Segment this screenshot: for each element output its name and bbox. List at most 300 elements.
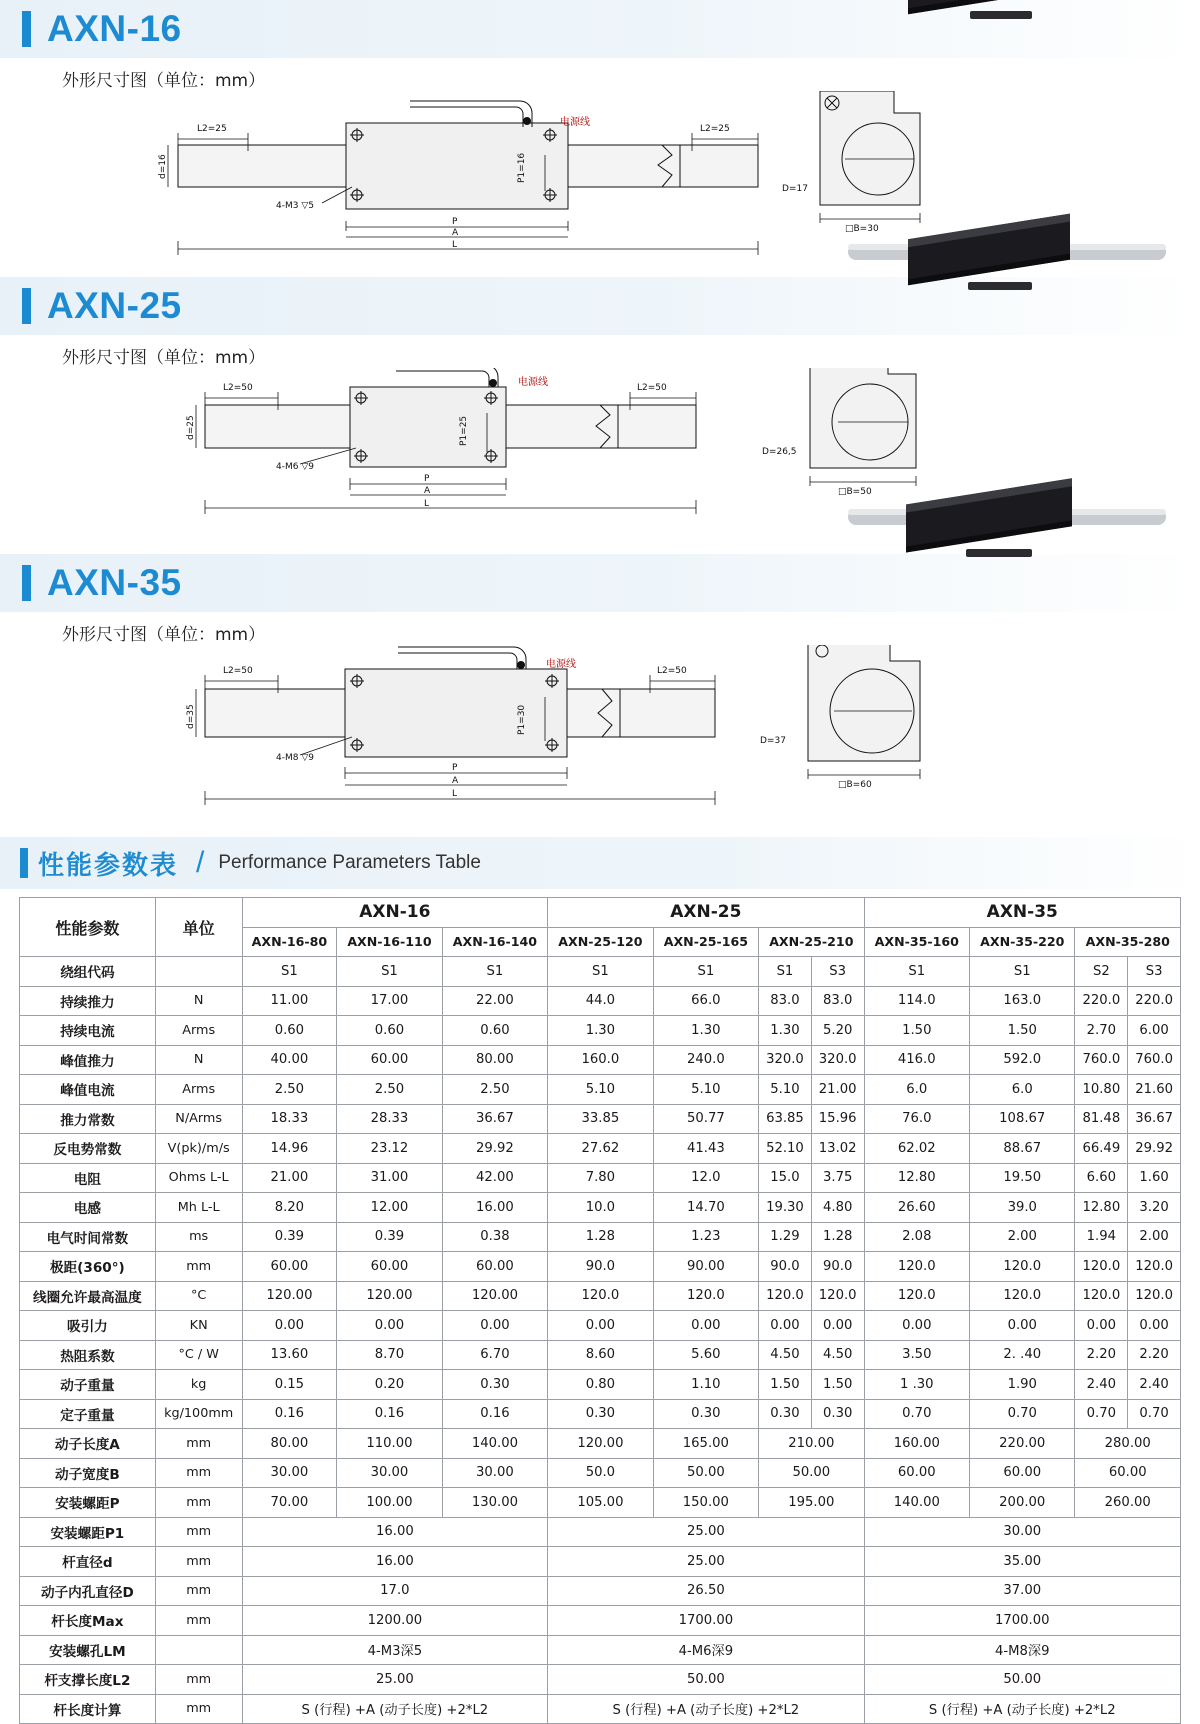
table-cell: 195.00 bbox=[759, 1488, 864, 1518]
svg-text:L2=50: L2=50 bbox=[657, 666, 687, 676]
table-cell: 83.0 bbox=[759, 986, 812, 1016]
row-label: 定子重量 bbox=[20, 1399, 156, 1429]
table-cell: 31.00 bbox=[337, 1163, 442, 1193]
table-cell: 21.00 bbox=[242, 1163, 337, 1193]
table-cell: 120.0 bbox=[1128, 1281, 1181, 1311]
table-cell: 160.0 bbox=[548, 1045, 653, 1075]
row-label: 线圈允许最高温度 bbox=[20, 1281, 156, 1311]
table-cell: 36.67 bbox=[442, 1104, 547, 1134]
header-model: AXN-25-165 bbox=[653, 927, 758, 957]
row-label: 安装螺距P bbox=[20, 1488, 156, 1518]
table-cell: S (行程) +A (动子长度) +2*L2 bbox=[548, 1694, 864, 1724]
table-cell: 0.60 bbox=[442, 1016, 547, 1046]
table-cell: 0.00 bbox=[653, 1311, 758, 1341]
table-row bbox=[20, 1606, 1181, 1636]
table-row bbox=[20, 1016, 1181, 1046]
section-subtitle: 外形尺寸图（单位：mm） bbox=[62, 71, 266, 91]
table-cell: 2.40 bbox=[1075, 1370, 1128, 1400]
svg-text:L2=25: L2=25 bbox=[700, 124, 730, 134]
row-unit: Arms bbox=[155, 1075, 242, 1105]
header-unit: 单位 bbox=[155, 898, 242, 957]
row-unit: Mh L-L bbox=[155, 1193, 242, 1223]
row-unit: mm bbox=[155, 1252, 242, 1282]
svg-text:L: L bbox=[452, 789, 458, 799]
table-cell: 120.00 bbox=[548, 1429, 653, 1459]
table-cell: 29.92 bbox=[442, 1134, 547, 1164]
table-cell: S1 bbox=[653, 957, 758, 987]
table-cell: 114.0 bbox=[864, 986, 969, 1016]
row-unit: kg bbox=[155, 1370, 242, 1400]
table-cell: 28.33 bbox=[337, 1104, 442, 1134]
table-cell: 1.30 bbox=[759, 1016, 812, 1046]
svg-text:电源线: 电源线 bbox=[518, 377, 548, 388]
table-cell: 10.80 bbox=[1075, 1075, 1128, 1105]
svg-text:4-M8 ▽9: 4-M8 ▽9 bbox=[276, 753, 314, 763]
table-cell: 7.80 bbox=[548, 1163, 653, 1193]
row-label: 杆长度Max bbox=[20, 1606, 156, 1636]
table-cell: S1 bbox=[759, 957, 812, 987]
svg-text:L2=50: L2=50 bbox=[637, 383, 667, 393]
table-cell: 120.0 bbox=[759, 1281, 812, 1311]
table-row bbox=[20, 1281, 1181, 1311]
section-title: AXN-35 bbox=[47, 562, 182, 603]
table-cell: 1.94 bbox=[1075, 1222, 1128, 1252]
table-cell: 3.75 bbox=[811, 1163, 864, 1193]
row-unit: V(pk)/m/s bbox=[155, 1134, 242, 1164]
table-cell: 5.20 bbox=[811, 1016, 864, 1046]
table-cell: S1 bbox=[242, 957, 337, 987]
svg-text:电源线: 电源线 bbox=[546, 659, 576, 670]
table-cell: 52.10 bbox=[759, 1134, 812, 1164]
table-cell: 240.0 bbox=[653, 1045, 758, 1075]
table-cell: 210.00 bbox=[759, 1429, 864, 1459]
product-photo-axn35 bbox=[840, 455, 1170, 575]
table-cell: 22.00 bbox=[442, 986, 547, 1016]
table-cell: 36.67 bbox=[1128, 1104, 1181, 1134]
table-cell: 1200.00 bbox=[242, 1606, 548, 1636]
table-cell: 1.23 bbox=[653, 1222, 758, 1252]
table-cell: 2. .40 bbox=[970, 1340, 1075, 1370]
table-cell: 2.20 bbox=[1128, 1340, 1181, 1370]
table-cell: S1 bbox=[970, 957, 1075, 987]
table-cell: 0.60 bbox=[242, 1016, 337, 1046]
table-cell: 120.00 bbox=[442, 1281, 547, 1311]
table-cell: 760.0 bbox=[1128, 1045, 1181, 1075]
table-cell: 30.00 bbox=[864, 1517, 1180, 1547]
table-cell: 160.00 bbox=[864, 1429, 969, 1459]
row-unit: N/Arms bbox=[155, 1104, 242, 1134]
table-row bbox=[20, 1488, 1181, 1518]
row-label: 杆支撑长度L2 bbox=[20, 1665, 156, 1695]
table-cell: 0.39 bbox=[337, 1222, 442, 1252]
table-cell: 60.00 bbox=[242, 1252, 337, 1282]
table-cell: 120.0 bbox=[1075, 1281, 1128, 1311]
header-group-axn35: AXN-35 bbox=[864, 898, 1180, 928]
section-subtitle: 外形尺寸图（单位：mm） bbox=[62, 348, 266, 368]
svg-text:P1=16: P1=16 bbox=[517, 152, 527, 183]
header-model: AXN-16-80 bbox=[242, 927, 337, 957]
table-cell: 4-M3深5 bbox=[242, 1635, 548, 1665]
table-cell: S (行程) +A (动子长度) +2*L2 bbox=[864, 1694, 1180, 1724]
row-unit: ms bbox=[155, 1222, 242, 1252]
table-cell: 60.00 bbox=[864, 1458, 969, 1488]
table-cell: 12.00 bbox=[337, 1193, 442, 1223]
section-title: AXN-25 bbox=[47, 285, 182, 326]
table-cell: 40.00 bbox=[242, 1045, 337, 1075]
table-row bbox=[20, 1104, 1181, 1134]
row-unit bbox=[155, 1635, 242, 1665]
table-cell: 60.00 bbox=[970, 1458, 1075, 1488]
table-row bbox=[20, 1370, 1181, 1400]
table-cell: 120.00 bbox=[337, 1281, 442, 1311]
table-cell: 0.00 bbox=[548, 1311, 653, 1341]
table-cell: 8.60 bbox=[548, 1340, 653, 1370]
table-cell: 29.92 bbox=[1128, 1134, 1181, 1164]
table-cell: 220.0 bbox=[1128, 986, 1181, 1016]
table-cell: 2.50 bbox=[442, 1075, 547, 1105]
svg-text:d=35: d=35 bbox=[186, 704, 196, 729]
table-cell: 1.60 bbox=[1128, 1163, 1181, 1193]
table-cell: 41.43 bbox=[653, 1134, 758, 1164]
row-unit: Ohms L-L bbox=[155, 1163, 242, 1193]
table-cell: 2.00 bbox=[1128, 1222, 1181, 1252]
row-label: 动子重量 bbox=[20, 1370, 156, 1400]
table-cell: 90.00 bbox=[653, 1252, 758, 1282]
table-cell: 12.0 bbox=[653, 1163, 758, 1193]
header-group-axn25: AXN-25 bbox=[548, 898, 864, 928]
table-body bbox=[20, 957, 1181, 1724]
table-cell: 1.50 bbox=[811, 1370, 864, 1400]
table-cell: 4.80 bbox=[811, 1193, 864, 1223]
table-cell: 0.16 bbox=[242, 1399, 337, 1429]
table-cell: 140.00 bbox=[442, 1429, 547, 1459]
table-cell: 13.60 bbox=[242, 1340, 337, 1370]
row-label: 峰值电流 bbox=[20, 1075, 156, 1105]
svg-text:P: P bbox=[452, 763, 458, 773]
table-cell: 15.96 bbox=[811, 1104, 864, 1134]
table-cell: 83.0 bbox=[811, 986, 864, 1016]
table-cell: 66.0 bbox=[653, 986, 758, 1016]
table-row bbox=[20, 1311, 1181, 1341]
table-cell: 108.67 bbox=[970, 1104, 1075, 1134]
table-cell: 110.00 bbox=[337, 1429, 442, 1459]
table-cell: 33.85 bbox=[548, 1104, 653, 1134]
svg-text:D=37: D=37 bbox=[760, 736, 786, 746]
table-cell: S1 bbox=[548, 957, 653, 987]
table-cell: 165.00 bbox=[653, 1429, 758, 1459]
table-cell: 1700.00 bbox=[864, 1606, 1180, 1636]
table-cell: 37.00 bbox=[864, 1576, 1180, 1606]
table-cell: 76.0 bbox=[864, 1104, 969, 1134]
table-cell: 4.50 bbox=[759, 1340, 812, 1370]
table-cell: 30.00 bbox=[442, 1458, 547, 1488]
table-cell: 220.0 bbox=[1075, 986, 1128, 1016]
table-cell: 1.50 bbox=[970, 1016, 1075, 1046]
table-cell: 0.00 bbox=[759, 1311, 812, 1341]
table-cell: 140.00 bbox=[864, 1488, 969, 1518]
row-unit bbox=[155, 957, 242, 987]
table-row bbox=[20, 1399, 1181, 1429]
table-cell: S1 bbox=[337, 957, 442, 987]
table-cell: 0.00 bbox=[337, 1311, 442, 1341]
accent-bar bbox=[20, 848, 28, 878]
table-row bbox=[20, 1075, 1181, 1105]
perf-title-cn: 性能参数表 bbox=[38, 849, 179, 880]
table-cell: 0.15 bbox=[242, 1370, 337, 1400]
row-unit: KN bbox=[155, 1311, 242, 1341]
row-label: 安装螺距P1 bbox=[20, 1517, 156, 1547]
table-cell: 120.00 bbox=[242, 1281, 337, 1311]
table-cell: 13.02 bbox=[811, 1134, 864, 1164]
row-label: 持续推力 bbox=[20, 986, 156, 1016]
row-label: 推力常数 bbox=[20, 1104, 156, 1134]
table-cell: 1 .30 bbox=[864, 1370, 969, 1400]
svg-text:L2=50: L2=50 bbox=[223, 383, 253, 393]
table-cell: 6.0 bbox=[864, 1075, 969, 1105]
row-unit: N bbox=[155, 986, 242, 1016]
table-cell: 5.60 bbox=[653, 1340, 758, 1370]
row-label: 动子宽度B bbox=[20, 1458, 156, 1488]
table-cell: 17.0 bbox=[242, 1576, 548, 1606]
table-row bbox=[20, 1163, 1181, 1193]
table-cell: 25.00 bbox=[548, 1547, 864, 1577]
table-cell: 1.50 bbox=[759, 1370, 812, 1400]
svg-text:d=16: d=16 bbox=[158, 154, 168, 179]
table-cell: 120.0 bbox=[811, 1281, 864, 1311]
performance-table-header bbox=[0, 837, 1200, 889]
table-row bbox=[20, 1134, 1181, 1164]
table-cell: 163.0 bbox=[970, 986, 1075, 1016]
table-cell: 50.0 bbox=[548, 1458, 653, 1488]
table-cell: 120.0 bbox=[1128, 1252, 1181, 1282]
table-cell: 1.29 bbox=[759, 1222, 812, 1252]
row-label: 持续电流 bbox=[20, 1016, 156, 1046]
row-label: 极距(360°) bbox=[20, 1252, 156, 1282]
table-row bbox=[20, 1458, 1181, 1488]
row-label: 峰值推力 bbox=[20, 1045, 156, 1075]
table-row bbox=[20, 986, 1181, 1016]
table-cell: 6.0 bbox=[970, 1075, 1075, 1105]
drawing-svg-axn35 bbox=[0, 645, 1200, 831]
table-row bbox=[20, 1576, 1181, 1606]
row-unit: mm bbox=[155, 1665, 242, 1695]
table-cell: 18.33 bbox=[242, 1104, 337, 1134]
table-cell: 11.00 bbox=[242, 986, 337, 1016]
table-row bbox=[20, 957, 1181, 987]
table-cell: 60.00 bbox=[1075, 1458, 1181, 1488]
table-cell: 30.00 bbox=[242, 1458, 337, 1488]
row-unit: mm bbox=[155, 1517, 242, 1547]
row-label: 安装螺孔LM bbox=[20, 1635, 156, 1665]
table-cell: 0.30 bbox=[653, 1399, 758, 1429]
table-cell: 0.30 bbox=[811, 1399, 864, 1429]
row-unit: °C bbox=[155, 1281, 242, 1311]
table-cell: 1.30 bbox=[548, 1016, 653, 1046]
table-cell: 14.96 bbox=[242, 1134, 337, 1164]
table-cell: 23.12 bbox=[337, 1134, 442, 1164]
table-cell: 3.50 bbox=[864, 1340, 969, 1370]
table-cell: 90.0 bbox=[759, 1252, 812, 1282]
table-cell: 25.00 bbox=[242, 1665, 548, 1695]
svg-text:P: P bbox=[424, 474, 430, 484]
row-unit: °C / W bbox=[155, 1340, 242, 1370]
row-label: 杆直径d bbox=[20, 1547, 156, 1577]
table-cell: 4-M8深9 bbox=[864, 1635, 1180, 1665]
table-cell: 50.00 bbox=[864, 1665, 1180, 1695]
table-cell: 90.0 bbox=[548, 1252, 653, 1282]
table-cell: 80.00 bbox=[242, 1429, 337, 1459]
header-model: AXN-35-160 bbox=[864, 927, 969, 957]
table-cell: 62.02 bbox=[864, 1134, 969, 1164]
svg-text:A: A bbox=[424, 486, 431, 496]
row-label: 反电势常数 bbox=[20, 1134, 156, 1164]
row-label: 杆长度计算 bbox=[20, 1694, 156, 1724]
header-model: AXN-25-120 bbox=[548, 927, 653, 957]
table-row bbox=[20, 1193, 1181, 1223]
row-label: 绕组代码 bbox=[20, 957, 156, 987]
table-cell: 6.00 bbox=[1128, 1016, 1181, 1046]
accent-bar bbox=[22, 565, 31, 601]
table-row bbox=[20, 1222, 1181, 1252]
svg-text:4-M3 ▽5: 4-M3 ▽5 bbox=[276, 201, 314, 211]
svg-text:L2=50: L2=50 bbox=[223, 666, 253, 676]
table-row bbox=[20, 1547, 1181, 1577]
table-cell: 30.00 bbox=[337, 1458, 442, 1488]
table-cell: 0.00 bbox=[1128, 1311, 1181, 1341]
svg-text:d=25: d=25 bbox=[186, 415, 196, 440]
svg-text:P1=30: P1=30 bbox=[517, 704, 527, 735]
table-cell: S2 bbox=[1075, 957, 1128, 987]
table-cell: 39.0 bbox=[970, 1193, 1075, 1223]
table-cell: 70.00 bbox=[242, 1488, 337, 1518]
table-cell: 0.00 bbox=[864, 1311, 969, 1341]
table-cell: 0.16 bbox=[442, 1399, 547, 1429]
table-cell: 4.50 bbox=[811, 1340, 864, 1370]
row-unit: mm bbox=[155, 1547, 242, 1577]
svg-text:D=17: D=17 bbox=[782, 184, 808, 194]
table-cell: 19.30 bbox=[759, 1193, 812, 1223]
svg-text:A: A bbox=[452, 228, 459, 238]
table-cell: 0.70 bbox=[970, 1399, 1075, 1429]
table-cell: 14.70 bbox=[653, 1193, 758, 1223]
row-unit: mm bbox=[155, 1488, 242, 1518]
table-cell: 320.0 bbox=[759, 1045, 812, 1075]
row-unit: N bbox=[155, 1045, 242, 1075]
table-cell: 8.70 bbox=[337, 1340, 442, 1370]
svg-text:L: L bbox=[424, 499, 430, 509]
table-cell: 1.90 bbox=[970, 1370, 1075, 1400]
header-param: 性能参数 bbox=[20, 898, 156, 957]
table-cell: 120.0 bbox=[1075, 1252, 1128, 1282]
table-row bbox=[20, 1429, 1181, 1459]
table-cell: S1 bbox=[864, 957, 969, 987]
svg-text:4-M6 ▽9: 4-M6 ▽9 bbox=[276, 462, 314, 472]
svg-text:L2=25: L2=25 bbox=[197, 124, 227, 134]
table-cell: 63.85 bbox=[759, 1104, 812, 1134]
table-cell: 1.10 bbox=[653, 1370, 758, 1400]
table-cell: 35.00 bbox=[864, 1547, 1180, 1577]
table-cell: 80.00 bbox=[442, 1045, 547, 1075]
table-cell: S (行程) +A (动子长度) +2*L2 bbox=[242, 1694, 548, 1724]
table-row bbox=[20, 1635, 1181, 1665]
table-header-row-groups bbox=[20, 898, 1181, 928]
table-cell: 592.0 bbox=[970, 1045, 1075, 1075]
table-cell: 12.80 bbox=[864, 1163, 969, 1193]
table-cell: 0.30 bbox=[442, 1370, 547, 1400]
table-cell: 5.10 bbox=[653, 1075, 758, 1105]
table-cell: S3 bbox=[811, 957, 864, 987]
table-cell: 0.00 bbox=[242, 1311, 337, 1341]
table-cell: 100.00 bbox=[337, 1488, 442, 1518]
table-cell: 0.30 bbox=[759, 1399, 812, 1429]
row-unit: mm bbox=[155, 1429, 242, 1459]
svg-text:□B=30: □B=30 bbox=[845, 224, 879, 234]
table-cell: 26.50 bbox=[548, 1576, 864, 1606]
table-cell: 416.0 bbox=[864, 1045, 969, 1075]
table-cell: 12.80 bbox=[1075, 1193, 1128, 1223]
table-cell: 17.00 bbox=[337, 986, 442, 1016]
table-row bbox=[20, 1045, 1181, 1075]
table-cell: 0.00 bbox=[442, 1311, 547, 1341]
row-unit: mm bbox=[155, 1694, 242, 1724]
table-cell: 0.60 bbox=[337, 1016, 442, 1046]
table-cell: 0.00 bbox=[1075, 1311, 1128, 1341]
row-label: 电阻 bbox=[20, 1163, 156, 1193]
table-cell: 2.20 bbox=[1075, 1340, 1128, 1370]
table-cell: 2.08 bbox=[864, 1222, 969, 1252]
row-label: 热阻系数 bbox=[20, 1340, 156, 1370]
table-cell: 2.70 bbox=[1075, 1016, 1128, 1046]
table-cell: 10.0 bbox=[548, 1193, 653, 1223]
table-cell: 150.00 bbox=[653, 1488, 758, 1518]
table-cell: 50.00 bbox=[759, 1458, 864, 1488]
table-row bbox=[20, 1517, 1181, 1547]
svg-text:D=26,5: D=26,5 bbox=[762, 447, 797, 457]
table-cell: 5.10 bbox=[548, 1075, 653, 1105]
table-cell: 0.20 bbox=[337, 1370, 442, 1400]
performance-table bbox=[19, 897, 1181, 1724]
svg-text:□B=60: □B=60 bbox=[838, 780, 872, 790]
table-cell: S1 bbox=[442, 957, 547, 987]
table-cell: 120.0 bbox=[864, 1252, 969, 1282]
table-cell: 6.70 bbox=[442, 1340, 547, 1370]
table-cell: 50.00 bbox=[653, 1458, 758, 1488]
svg-text:P: P bbox=[452, 217, 458, 227]
row-unit: mm bbox=[155, 1606, 242, 1636]
table-cell: 50.00 bbox=[548, 1665, 864, 1695]
table-cell: 15.0 bbox=[759, 1163, 812, 1193]
table-row bbox=[20, 1665, 1181, 1695]
table-cell: 90.0 bbox=[811, 1252, 864, 1282]
table-cell: 0.80 bbox=[548, 1370, 653, 1400]
table-cell: 2.50 bbox=[337, 1075, 442, 1105]
table-cell: 27.62 bbox=[548, 1134, 653, 1164]
accent-bar bbox=[22, 11, 31, 47]
svg-text:□B=50: □B=50 bbox=[838, 487, 872, 497]
table-cell: 5.10 bbox=[759, 1075, 812, 1105]
table-cell: 200.00 bbox=[970, 1488, 1075, 1518]
row-label: 动子长度A bbox=[20, 1429, 156, 1459]
header-group-axn16: AXN-16 bbox=[242, 898, 548, 928]
header-model: AXN-16-110 bbox=[337, 927, 442, 957]
table-cell: 19.50 bbox=[970, 1163, 1075, 1193]
table-row bbox=[20, 1252, 1181, 1282]
section-title: AXN-16 bbox=[47, 8, 182, 49]
table-cell: 120.0 bbox=[653, 1281, 758, 1311]
table-cell: 0.39 bbox=[242, 1222, 337, 1252]
table-cell: 66.49 bbox=[1075, 1134, 1128, 1164]
table-cell: 120.0 bbox=[548, 1281, 653, 1311]
